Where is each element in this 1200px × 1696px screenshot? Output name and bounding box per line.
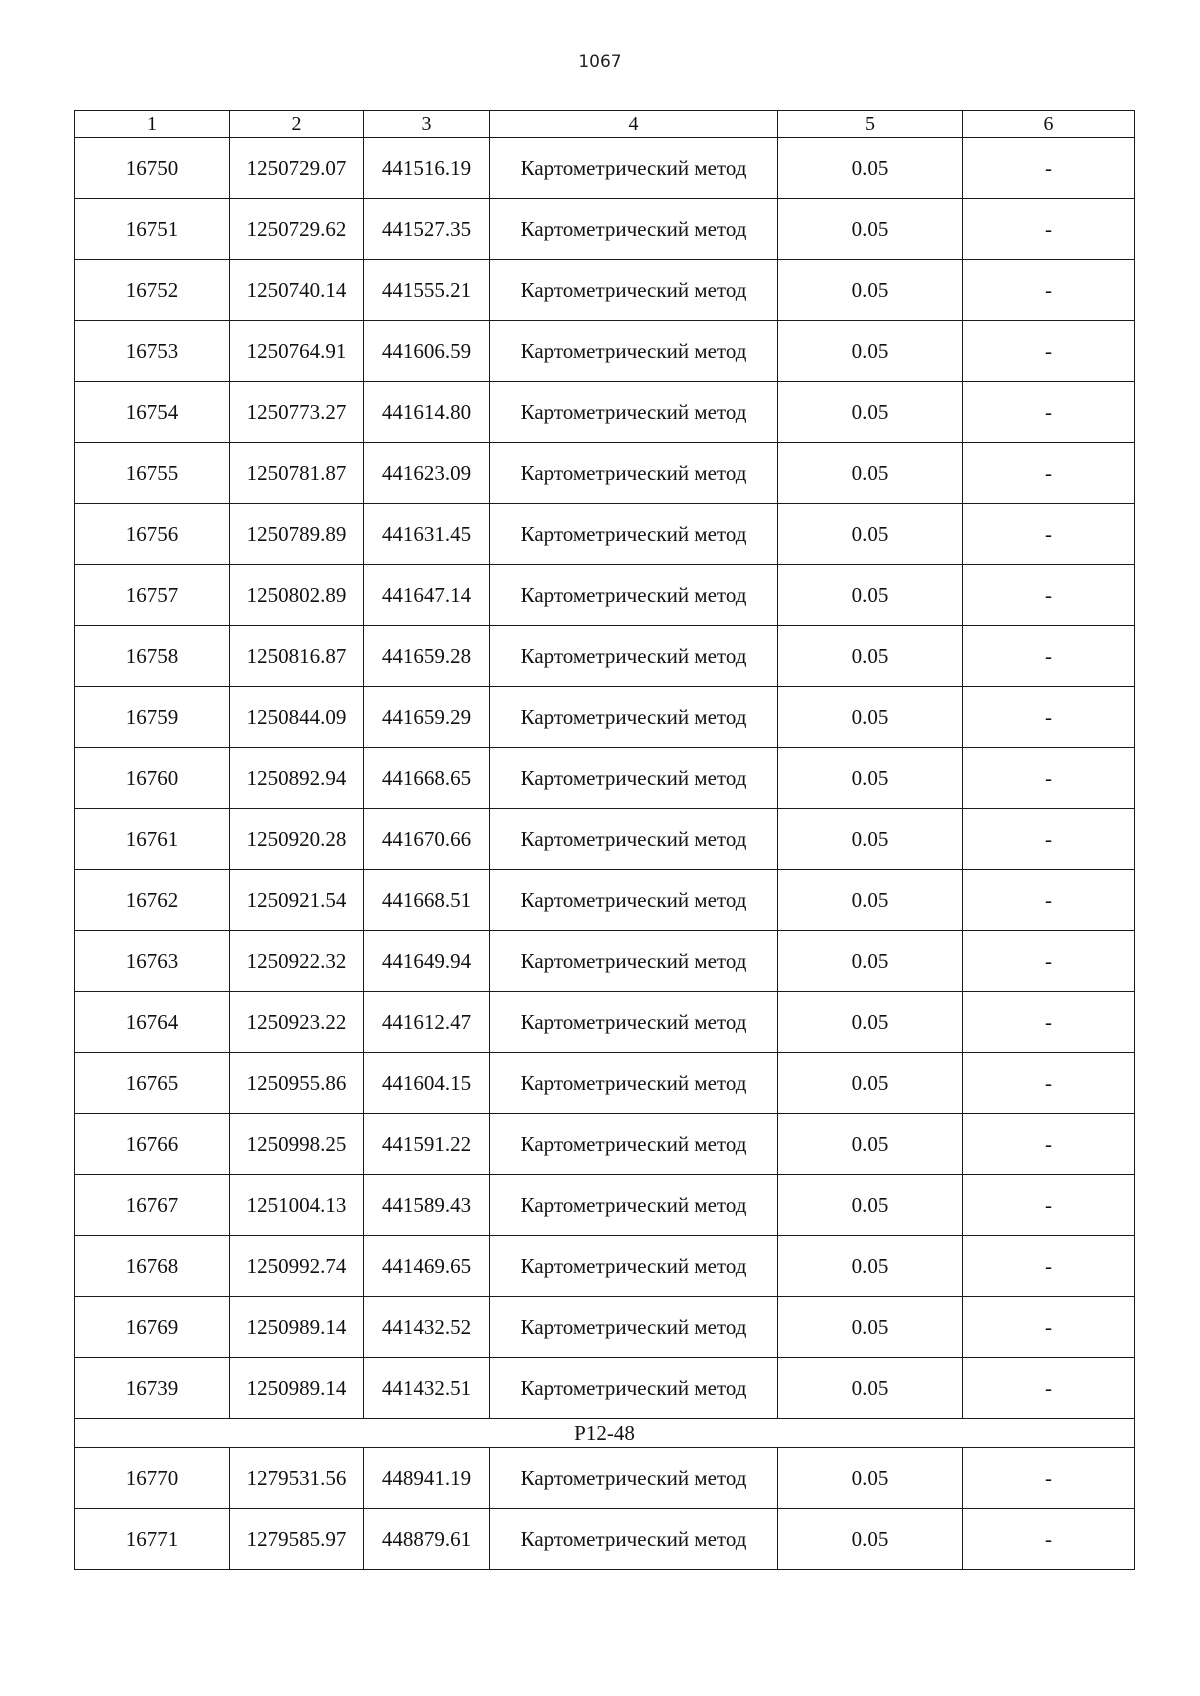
x-coordinate-cell: 1250740.14 — [230, 260, 364, 321]
accuracy-cell: 0.05 — [778, 1358, 963, 1419]
x-coordinate-cell: 1279585.97 — [230, 1509, 364, 1570]
note-cell: - — [963, 504, 1135, 565]
note-cell: - — [963, 1236, 1135, 1297]
y-coordinate-cell: 441591.22 — [364, 1114, 490, 1175]
y-coordinate-cell: 441527.35 — [364, 199, 490, 260]
point-number-cell: 16752 — [75, 260, 230, 321]
table-body-a — [75, 138, 1135, 1419]
table-row — [75, 1114, 1135, 1175]
y-coordinate-cell: 441432.52 — [364, 1297, 490, 1358]
y-coordinate-cell: 441589.43 — [364, 1175, 490, 1236]
table-row — [75, 1053, 1135, 1114]
method-cell: Картометрический метод — [490, 931, 778, 992]
accuracy-cell: 0.05 — [778, 504, 963, 565]
y-coordinate-cell: 441606.59 — [364, 321, 490, 382]
table-row — [75, 687, 1135, 748]
method-cell: Картометрический метод — [490, 1053, 778, 1114]
y-coordinate-cell: 441647.14 — [364, 565, 490, 626]
point-number-cell: 16750 — [75, 138, 230, 199]
method-cell: Картометрический метод — [490, 748, 778, 809]
accuracy-cell: 0.05 — [778, 1175, 963, 1236]
table-row — [75, 504, 1135, 565]
table-row — [75, 931, 1135, 992]
note-cell: - — [963, 870, 1135, 931]
x-coordinate-cell: 1250922.32 — [230, 931, 364, 992]
note-cell: - — [963, 565, 1135, 626]
note-cell: - — [963, 443, 1135, 504]
point-number-cell: 16770 — [75, 1448, 230, 1509]
accuracy-cell: 0.05 — [778, 443, 963, 504]
table-row — [75, 748, 1135, 809]
x-coordinate-cell: 1250998.25 — [230, 1114, 364, 1175]
point-number-cell: 16767 — [75, 1175, 230, 1236]
point-number-cell: 16766 — [75, 1114, 230, 1175]
method-cell: Картометрический метод — [490, 992, 778, 1053]
method-cell: Картометрический метод — [490, 809, 778, 870]
note-cell: - — [963, 809, 1135, 870]
table-header-row — [75, 111, 1135, 138]
table-row — [75, 1175, 1135, 1236]
x-coordinate-cell: 1250764.91 — [230, 321, 364, 382]
y-coordinate-cell: 441659.29 — [364, 687, 490, 748]
accuracy-cell: 0.05 — [778, 809, 963, 870]
note-cell: - — [963, 1053, 1135, 1114]
note-cell: - — [963, 1175, 1135, 1236]
coordinates-table — [74, 110, 1135, 1570]
point-number-cell: 16753 — [75, 321, 230, 382]
note-cell: - — [963, 1448, 1135, 1509]
table-row — [75, 992, 1135, 1053]
table-row — [75, 1509, 1135, 1570]
section-label: Р12-48 — [75, 1419, 1135, 1448]
x-coordinate-cell: 1250802.89 — [230, 565, 364, 626]
point-number-cell: 16763 — [75, 931, 230, 992]
y-coordinate-cell: 441612.47 — [364, 992, 490, 1053]
table-row — [75, 321, 1135, 382]
method-cell: Картометрический метод — [490, 870, 778, 931]
point-number-cell: 16755 — [75, 443, 230, 504]
x-coordinate-cell: 1250729.07 — [230, 138, 364, 199]
table-row — [75, 443, 1135, 504]
y-coordinate-cell: 448941.19 — [364, 1448, 490, 1509]
point-number-cell: 16757 — [75, 565, 230, 626]
table-row — [75, 199, 1135, 260]
x-coordinate-cell: 1250992.74 — [230, 1236, 364, 1297]
point-number-cell: 16751 — [75, 199, 230, 260]
y-coordinate-cell: 448879.61 — [364, 1509, 490, 1570]
y-coordinate-cell: 441668.65 — [364, 748, 490, 809]
x-coordinate-cell: 1250773.27 — [230, 382, 364, 443]
note-cell: - — [963, 1509, 1135, 1570]
note-cell: - — [963, 748, 1135, 809]
page-number: 1067 — [578, 52, 622, 72]
point-number-cell: 16771 — [75, 1509, 230, 1570]
method-cell: Картометрический метод — [490, 382, 778, 443]
accuracy-cell: 0.05 — [778, 870, 963, 931]
accuracy-cell: 0.05 — [778, 1509, 963, 1570]
section-row — [75, 1419, 1135, 1448]
y-coordinate-cell: 441623.09 — [364, 443, 490, 504]
y-coordinate-cell: 441614.80 — [364, 382, 490, 443]
accuracy-cell: 0.05 — [778, 199, 963, 260]
accuracy-cell: 0.05 — [778, 931, 963, 992]
y-coordinate-cell: 441604.15 — [364, 1053, 490, 1114]
x-coordinate-cell: 1250789.89 — [230, 504, 364, 565]
method-cell: Картометрический метод — [490, 321, 778, 382]
method-cell: Картометрический метод — [490, 565, 778, 626]
section-body — [75, 1419, 1135, 1448]
note-cell: - — [963, 199, 1135, 260]
accuracy-cell: 0.05 — [778, 1053, 963, 1114]
method-cell: Картометрический метод — [490, 1297, 778, 1358]
accuracy-cell: 0.05 — [778, 321, 963, 382]
y-coordinate-cell: 441668.51 — [364, 870, 490, 931]
accuracy-cell: 0.05 — [778, 748, 963, 809]
method-cell: Картометрический метод — [490, 504, 778, 565]
column-header: 5 — [778, 111, 963, 138]
accuracy-cell: 0.05 — [778, 992, 963, 1053]
table-row — [75, 809, 1135, 870]
table-row — [75, 870, 1135, 931]
note-cell: - — [963, 687, 1135, 748]
x-coordinate-cell: 1250955.86 — [230, 1053, 364, 1114]
method-cell: Картометрический метод — [490, 687, 778, 748]
note-cell: - — [963, 1114, 1135, 1175]
table-row — [75, 1297, 1135, 1358]
x-coordinate-cell: 1279531.56 — [230, 1448, 364, 1509]
method-cell: Картометрический метод — [490, 199, 778, 260]
accuracy-cell: 0.05 — [778, 1448, 963, 1509]
column-header: 3 — [364, 111, 490, 138]
note-cell: - — [963, 138, 1135, 199]
accuracy-cell: 0.05 — [778, 565, 963, 626]
method-cell: Картометрический метод — [490, 1509, 778, 1570]
table-row — [75, 626, 1135, 687]
accuracy-cell: 0.05 — [778, 1114, 963, 1175]
method-cell: Картометрический метод — [490, 443, 778, 504]
method-cell: Картометрический метод — [490, 260, 778, 321]
accuracy-cell: 0.05 — [778, 626, 963, 687]
note-cell: - — [963, 382, 1135, 443]
note-cell: - — [963, 1358, 1135, 1419]
point-number-cell: 16756 — [75, 504, 230, 565]
accuracy-cell: 0.05 — [778, 1236, 963, 1297]
note-cell: - — [963, 321, 1135, 382]
point-number-cell: 16759 — [75, 687, 230, 748]
point-number-cell: 16765 — [75, 1053, 230, 1114]
x-coordinate-cell: 1250729.62 — [230, 199, 364, 260]
y-coordinate-cell: 441649.94 — [364, 931, 490, 992]
column-header: 4 — [490, 111, 778, 138]
x-coordinate-cell: 1250989.14 — [230, 1358, 364, 1419]
method-cell: Картометрический метод — [490, 1114, 778, 1175]
method-cell: Картометрический метод — [490, 1448, 778, 1509]
table-row — [75, 1448, 1135, 1509]
method-cell: Картометрический метод — [490, 138, 778, 199]
table-body-b — [75, 1448, 1135, 1570]
note-cell: - — [963, 992, 1135, 1053]
x-coordinate-cell: 1250921.54 — [230, 870, 364, 931]
point-number-cell: 16754 — [75, 382, 230, 443]
x-coordinate-cell: 1250781.87 — [230, 443, 364, 504]
column-header: 1 — [75, 111, 230, 138]
y-coordinate-cell: 441469.65 — [364, 1236, 490, 1297]
accuracy-cell: 0.05 — [778, 382, 963, 443]
point-number-cell: 16768 — [75, 1236, 230, 1297]
y-coordinate-cell: 441659.28 — [364, 626, 490, 687]
table-row — [75, 382, 1135, 443]
method-cell: Картометрический метод — [490, 1236, 778, 1297]
column-header: 2 — [230, 111, 364, 138]
table-row — [75, 1358, 1135, 1419]
point-number-cell: 16762 — [75, 870, 230, 931]
point-number-cell: 16760 — [75, 748, 230, 809]
point-number-cell: 16769 — [75, 1297, 230, 1358]
y-coordinate-cell: 441631.45 — [364, 504, 490, 565]
x-coordinate-cell: 1250892.94 — [230, 748, 364, 809]
accuracy-cell: 0.05 — [778, 138, 963, 199]
point-number-cell: 16764 — [75, 992, 230, 1053]
accuracy-cell: 0.05 — [778, 260, 963, 321]
table-row — [75, 1236, 1135, 1297]
method-cell: Картометрический метод — [490, 1175, 778, 1236]
method-cell: Картометрический метод — [490, 626, 778, 687]
method-cell: Картометрический метод — [490, 1358, 778, 1419]
note-cell: - — [963, 626, 1135, 687]
x-coordinate-cell: 1251004.13 — [230, 1175, 364, 1236]
note-cell: - — [963, 1297, 1135, 1358]
point-number-cell: 16739 — [75, 1358, 230, 1419]
accuracy-cell: 0.05 — [778, 687, 963, 748]
table-row — [75, 565, 1135, 626]
point-number-cell: 16761 — [75, 809, 230, 870]
x-coordinate-cell: 1250920.28 — [230, 809, 364, 870]
y-coordinate-cell: 441555.21 — [364, 260, 490, 321]
x-coordinate-cell: 1250844.09 — [230, 687, 364, 748]
note-cell: - — [963, 260, 1135, 321]
x-coordinate-cell: 1250923.22 — [230, 992, 364, 1053]
y-coordinate-cell: 441670.66 — [364, 809, 490, 870]
table-row — [75, 260, 1135, 321]
note-cell: - — [963, 931, 1135, 992]
point-number-cell: 16758 — [75, 626, 230, 687]
y-coordinate-cell: 441432.51 — [364, 1358, 490, 1419]
table-row — [75, 138, 1135, 199]
y-coordinate-cell: 441516.19 — [364, 138, 490, 199]
x-coordinate-cell: 1250816.87 — [230, 626, 364, 687]
x-coordinate-cell: 1250989.14 — [230, 1297, 364, 1358]
accuracy-cell: 0.05 — [778, 1297, 963, 1358]
column-header: 6 — [963, 111, 1135, 138]
